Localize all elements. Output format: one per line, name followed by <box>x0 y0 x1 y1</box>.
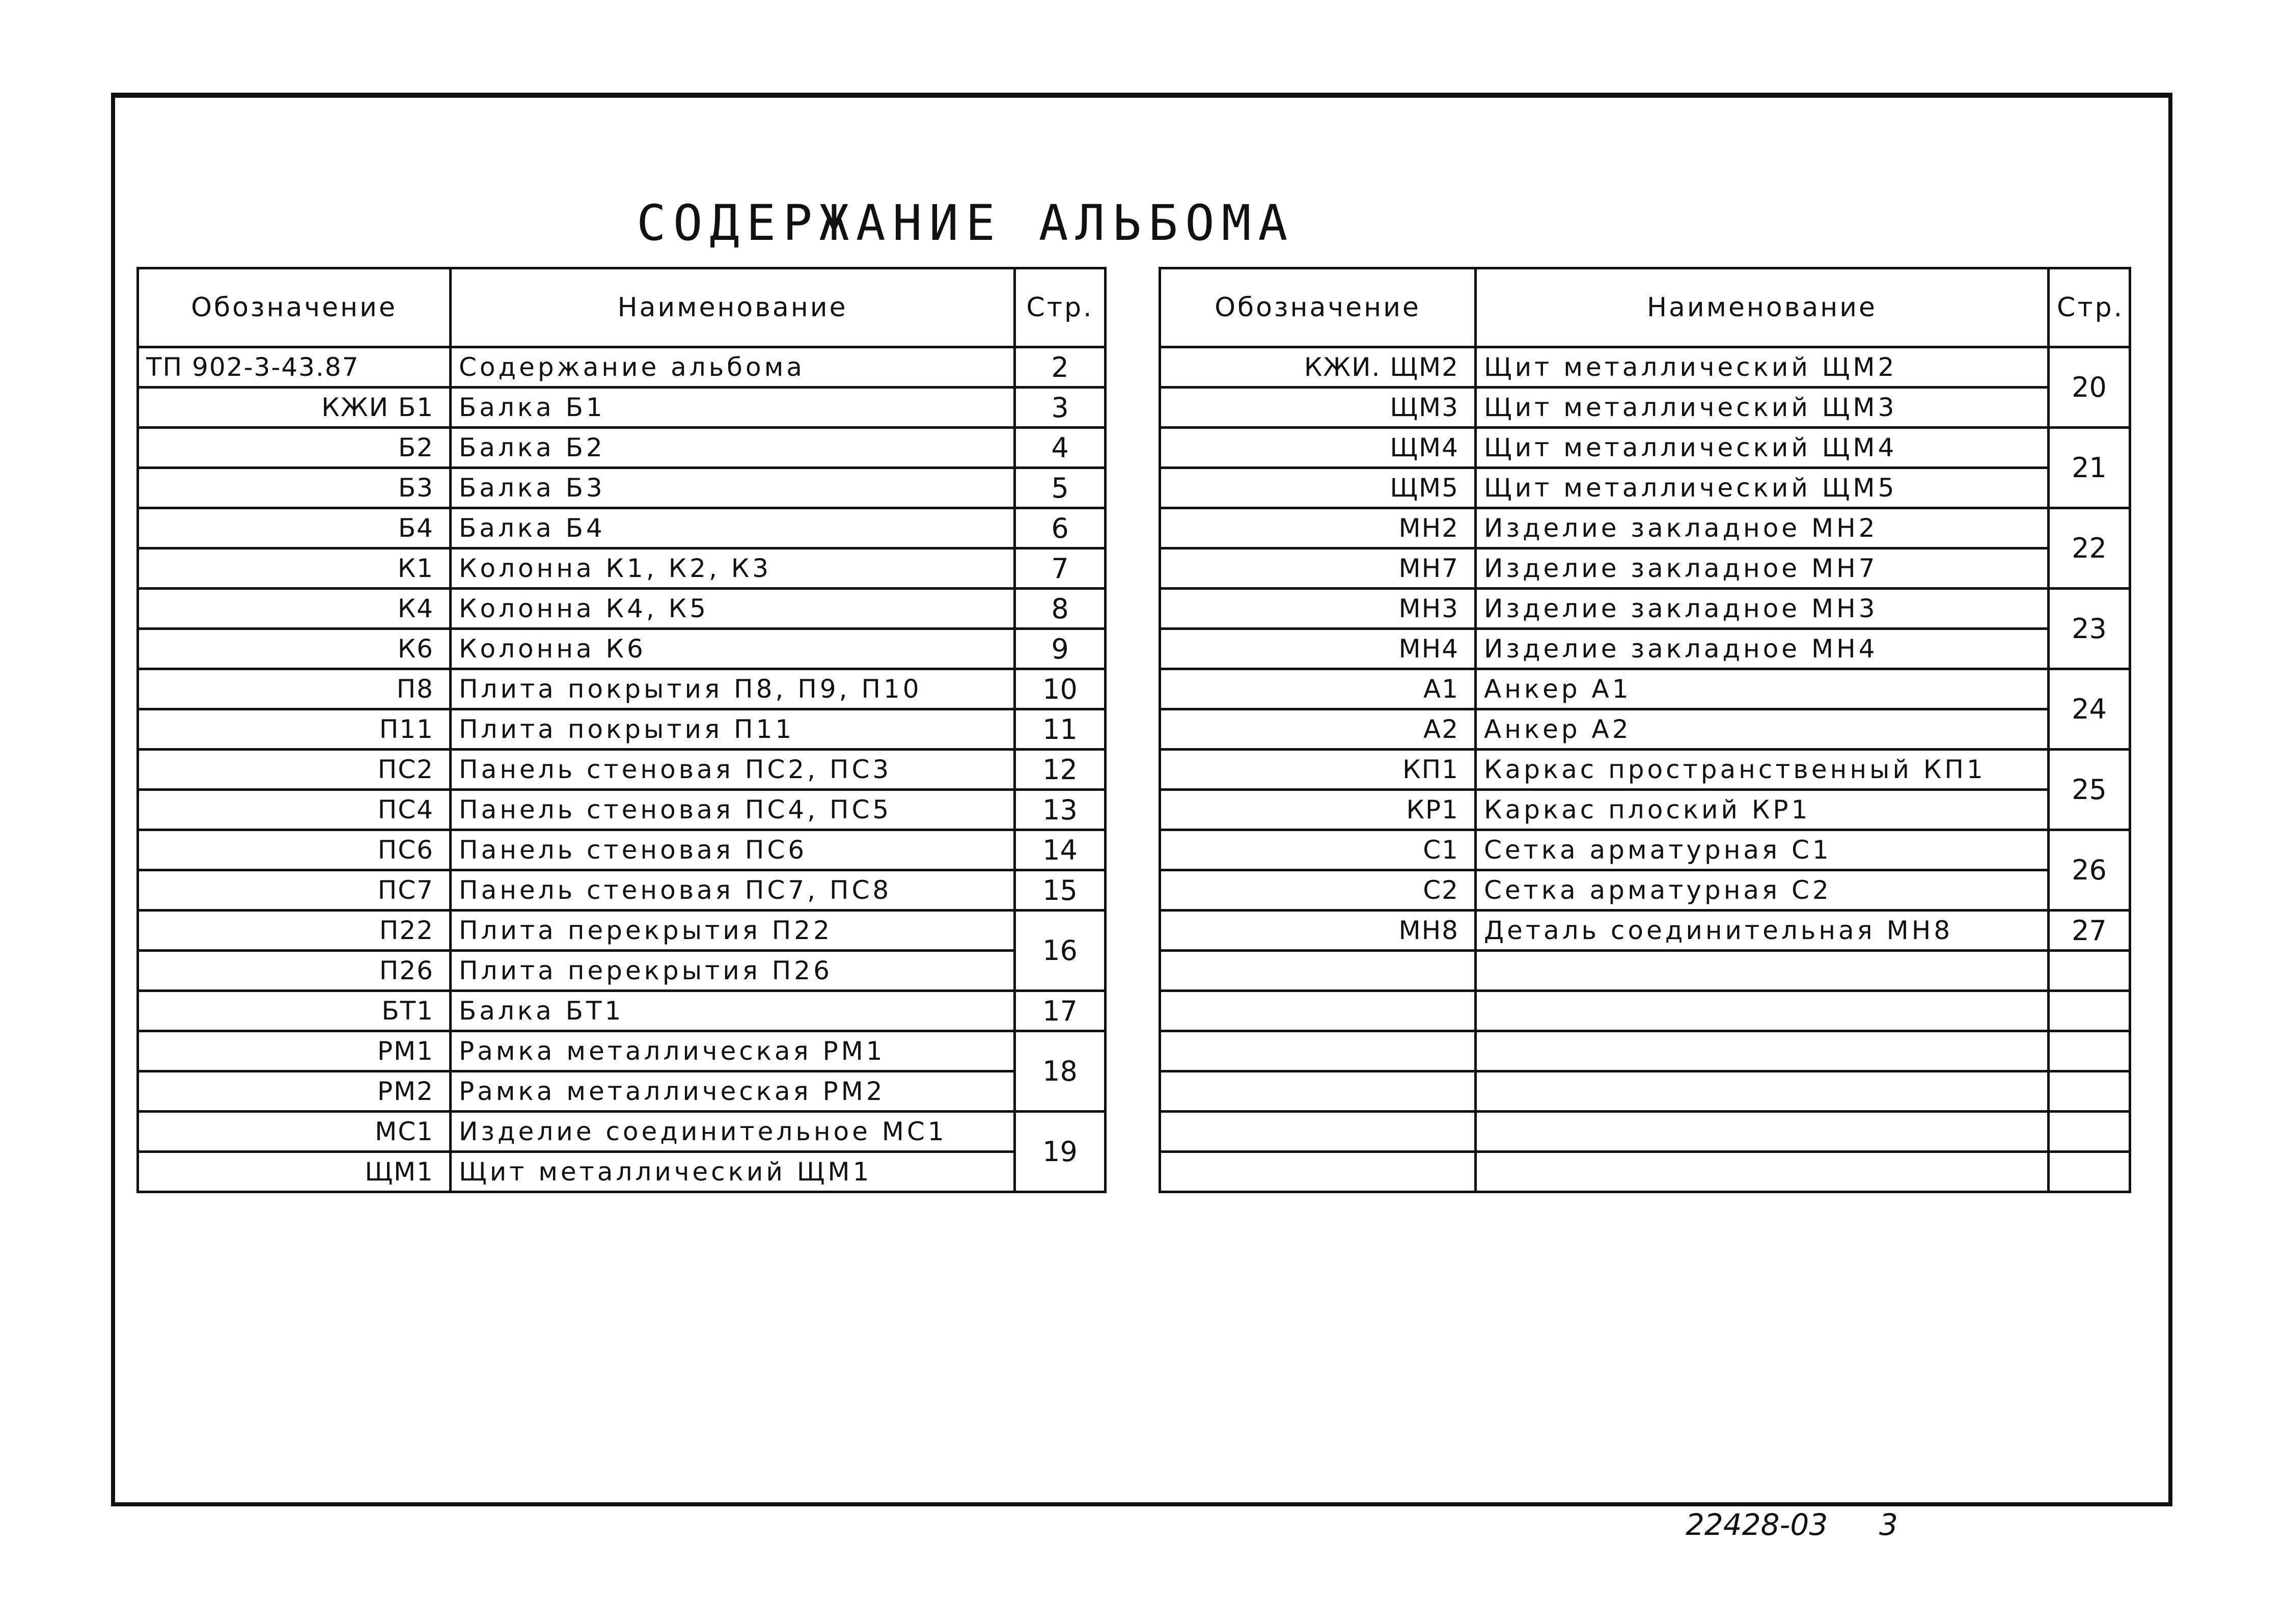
table-row <box>138 388 1106 428</box>
page-cell: 17 <box>1015 991 1106 1031</box>
designation-cell: МН4 <box>1160 629 1476 669</box>
table-header-row <box>138 268 1106 347</box>
header-designation: Обозначение <box>138 268 451 347</box>
designation-cell: ПС6 <box>138 830 451 870</box>
page-cell: 22 <box>2049 508 2130 589</box>
name-cell: Балка БТ1 <box>451 991 1015 1031</box>
table-row <box>138 548 1106 589</box>
name-cell: Анкер А1 <box>1476 669 2049 709</box>
designation-cell: П8 <box>138 669 451 709</box>
table-row <box>138 629 1106 669</box>
table-row <box>1160 790 2130 830</box>
name-cell: Изделие закладное МН2 <box>1476 508 2049 548</box>
page-cell: 26 <box>2049 830 2130 911</box>
designation-cell <box>1160 991 1476 1031</box>
page-cell <box>2049 1031 2130 1071</box>
page-cell: 11 <box>1015 709 1106 750</box>
designation-cell: П26 <box>138 951 451 991</box>
designation-cell: ТП 902-3-43.87 <box>138 347 451 388</box>
name-cell: Щит металлический ЩМ2 <box>1476 347 2049 388</box>
name-cell: Деталь соединительная МН8 <box>1476 911 2049 951</box>
designation-cell: Б4 <box>138 508 451 548</box>
designation-cell: К4 <box>138 589 451 629</box>
designation-cell: РМ2 <box>138 1071 451 1112</box>
page-cell: 18 <box>1015 1031 1106 1112</box>
designation-cell: С2 <box>1160 870 1476 911</box>
page-cell: 8 <box>1015 589 1106 629</box>
name-cell: Изделие закладное МН3 <box>1476 589 2049 629</box>
designation-cell: МН2 <box>1160 508 1476 548</box>
designation-cell: ПС4 <box>138 790 451 830</box>
designation-cell: МН7 <box>1160 548 1476 589</box>
page-cell: 5 <box>1015 468 1106 508</box>
designation-cell: ЩМ3 <box>1160 388 1476 428</box>
designation-cell: К6 <box>138 629 451 669</box>
designation-cell: ПС7 <box>138 870 451 911</box>
page-cell: 16 <box>1015 911 1106 991</box>
name-cell: Плита перекрытия П22 <box>451 911 1015 951</box>
name-cell: Колонна К4, К5 <box>451 589 1015 629</box>
table-row <box>1160 669 2130 709</box>
designation-cell <box>1160 1152 1476 1192</box>
name-cell: Щит металлический ЩМ1 <box>451 1152 1015 1192</box>
table-row <box>1160 911 2130 951</box>
page-cell: 13 <box>1015 790 1106 830</box>
page-cell: 14 <box>1015 830 1106 870</box>
name-cell: Сетка арматурная С2 <box>1476 870 2049 911</box>
designation-cell <box>1160 1071 1476 1112</box>
name-cell <box>1476 1071 2049 1112</box>
contents-table-right <box>1159 267 2131 1193</box>
table-row <box>1160 1031 2130 1071</box>
table-row <box>138 1112 1106 1152</box>
page-cell: 24 <box>2049 669 2130 750</box>
designation-cell: К1 <box>138 548 451 589</box>
page-cell: 25 <box>2049 750 2130 830</box>
designation-cell: ПС2 <box>138 750 451 790</box>
name-cell: Рамка металлическая РМ1 <box>451 1031 1015 1071</box>
page-cell <box>2049 951 2130 991</box>
name-cell: Щит металлический ЩМ4 <box>1476 428 2049 468</box>
designation-cell: ЩМ4 <box>1160 428 1476 468</box>
designation-cell <box>1160 1112 1476 1152</box>
table-row <box>138 589 1106 629</box>
table-row <box>1160 830 2130 870</box>
name-cell: Содержание альбома <box>451 347 1015 388</box>
page-cell: 20 <box>2049 347 2130 428</box>
table-row <box>1160 991 2130 1031</box>
name-cell: Изделие закладное МН7 <box>1476 548 2049 589</box>
header-page: Стр. <box>1015 268 1106 347</box>
name-cell: Каркас плоский КР1 <box>1476 790 2049 830</box>
designation-cell: А2 <box>1160 709 1476 750</box>
sheet-number: 3 <box>1879 1507 1898 1542</box>
designation-cell: КЖИ. ЩМ2 <box>1160 347 1476 388</box>
table-row <box>1160 548 2130 589</box>
table-row <box>138 870 1106 911</box>
designation-cell: ЩМ5 <box>1160 468 1476 508</box>
table-row <box>138 1071 1106 1112</box>
table-row <box>1160 951 2130 991</box>
page-cell: 7 <box>1015 548 1106 589</box>
table-row <box>1160 388 2130 428</box>
name-cell: Плита покрытия П8, П9, П10 <box>451 669 1015 709</box>
designation-cell: П11 <box>138 709 451 750</box>
name-cell: Колонна К6 <box>451 629 1015 669</box>
table-row <box>138 347 1106 388</box>
page-cell: 10 <box>1015 669 1106 709</box>
designation-cell: РМ1 <box>138 1031 451 1071</box>
name-cell: Панель стеновая ПС4, ПС5 <box>451 790 1015 830</box>
name-cell: Плита покрытия П11 <box>451 709 1015 750</box>
designation-cell: БТ1 <box>138 991 451 1031</box>
page-cell <box>2049 1152 2130 1192</box>
table-row <box>138 1152 1106 1192</box>
name-cell <box>1476 1112 2049 1152</box>
table-row <box>1160 589 2130 629</box>
table-row <box>138 911 1106 951</box>
table-row <box>1160 1071 2130 1112</box>
designation-cell: МН8 <box>1160 911 1476 951</box>
table-row <box>1160 870 2130 911</box>
page-cell: 9 <box>1015 629 1106 669</box>
name-cell: Колонна К1, К2, К3 <box>451 548 1015 589</box>
designation-cell: П22 <box>138 911 451 951</box>
header-name: Наименование <box>1476 268 2049 347</box>
name-cell: Изделие закладное МН4 <box>1476 629 2049 669</box>
header-designation: Обозначение <box>1160 268 1476 347</box>
table-row <box>138 750 1106 790</box>
name-cell: Балка Б2 <box>451 428 1015 468</box>
contents-table-left <box>136 267 1107 1193</box>
page-cell: 2 <box>1015 347 1106 388</box>
document-code: 22428-03 <box>1686 1507 1828 1542</box>
name-cell: Панель стеновая ПС7, ПС8 <box>451 870 1015 911</box>
header-name: Наименование <box>451 268 1015 347</box>
table-row <box>1160 1152 2130 1192</box>
name-cell <box>1476 951 2049 991</box>
designation-cell <box>1160 951 1476 991</box>
page-cell: 21 <box>2049 428 2130 508</box>
page-cell <box>2049 1112 2130 1152</box>
table-row <box>1160 428 2130 468</box>
designation-cell: ЩМ1 <box>138 1152 451 1192</box>
table-row <box>1160 347 2130 388</box>
table-row <box>138 1031 1106 1071</box>
page-cell: 19 <box>1015 1112 1106 1192</box>
page-cell: 15 <box>1015 870 1106 911</box>
table-row <box>138 991 1106 1031</box>
designation-cell: Б2 <box>138 428 451 468</box>
designation-cell: КР1 <box>1160 790 1476 830</box>
page-cell: 4 <box>1015 428 1106 468</box>
name-cell: Щит металлический ЩМ5 <box>1476 468 2049 508</box>
name-cell <box>1476 1152 2049 1192</box>
table-row <box>138 790 1106 830</box>
table-row <box>1160 468 2130 508</box>
page-cell: 6 <box>1015 508 1106 548</box>
designation-cell: МС1 <box>138 1112 451 1152</box>
page-cell: 12 <box>1015 750 1106 790</box>
page-cell <box>2049 1071 2130 1112</box>
page-cell: 27 <box>2049 911 2130 951</box>
name-cell: Сетка арматурная С1 <box>1476 830 2049 870</box>
table-row <box>1160 629 2130 669</box>
name-cell: Плита перекрытия П26 <box>451 951 1015 991</box>
designation-cell: С1 <box>1160 830 1476 870</box>
page-title: СОДЕРЖАНИЕ АЛЬБОМА <box>637 195 1295 252</box>
designation-cell <box>1160 1031 1476 1071</box>
name-cell: Рамка металлическая РМ2 <box>451 1071 1015 1112</box>
table-row <box>1160 508 2130 548</box>
designation-cell: КП1 <box>1160 750 1476 790</box>
name-cell: Панель стеновая ПС2, ПС3 <box>451 750 1015 790</box>
table-header-row <box>1160 268 2130 347</box>
name-cell: Каркас пространственный КП1 <box>1476 750 2049 790</box>
designation-cell: А1 <box>1160 669 1476 709</box>
table-row <box>138 468 1106 508</box>
designation-cell: КЖИ Б1 <box>138 388 451 428</box>
page-cell <box>2049 991 2130 1031</box>
table-row <box>1160 750 2130 790</box>
page-cell: 3 <box>1015 388 1106 428</box>
table-row <box>1160 1112 2130 1152</box>
table-row <box>138 951 1106 991</box>
table-row <box>138 709 1106 750</box>
name-cell: Балка Б3 <box>451 468 1015 508</box>
designation-cell: МН3 <box>1160 589 1476 629</box>
name-cell: Балка Б1 <box>451 388 1015 428</box>
table-row <box>138 508 1106 548</box>
table-row <box>138 830 1106 870</box>
name-cell: Панель стеновая ПС6 <box>451 830 1015 870</box>
name-cell: Изделие соединительное МС1 <box>451 1112 1015 1152</box>
table-row <box>1160 709 2130 750</box>
page-cell: 23 <box>2049 589 2130 669</box>
designation-cell: Б3 <box>138 468 451 508</box>
header-page: Стр. <box>2049 268 2130 347</box>
table-row <box>138 428 1106 468</box>
table-row <box>138 669 1106 709</box>
name-cell: Анкер А2 <box>1476 709 2049 750</box>
name-cell: Балка Б4 <box>451 508 1015 548</box>
name-cell: Щит металлический ЩМ3 <box>1476 388 2049 428</box>
name-cell <box>1476 991 2049 1031</box>
name-cell <box>1476 1031 2049 1071</box>
